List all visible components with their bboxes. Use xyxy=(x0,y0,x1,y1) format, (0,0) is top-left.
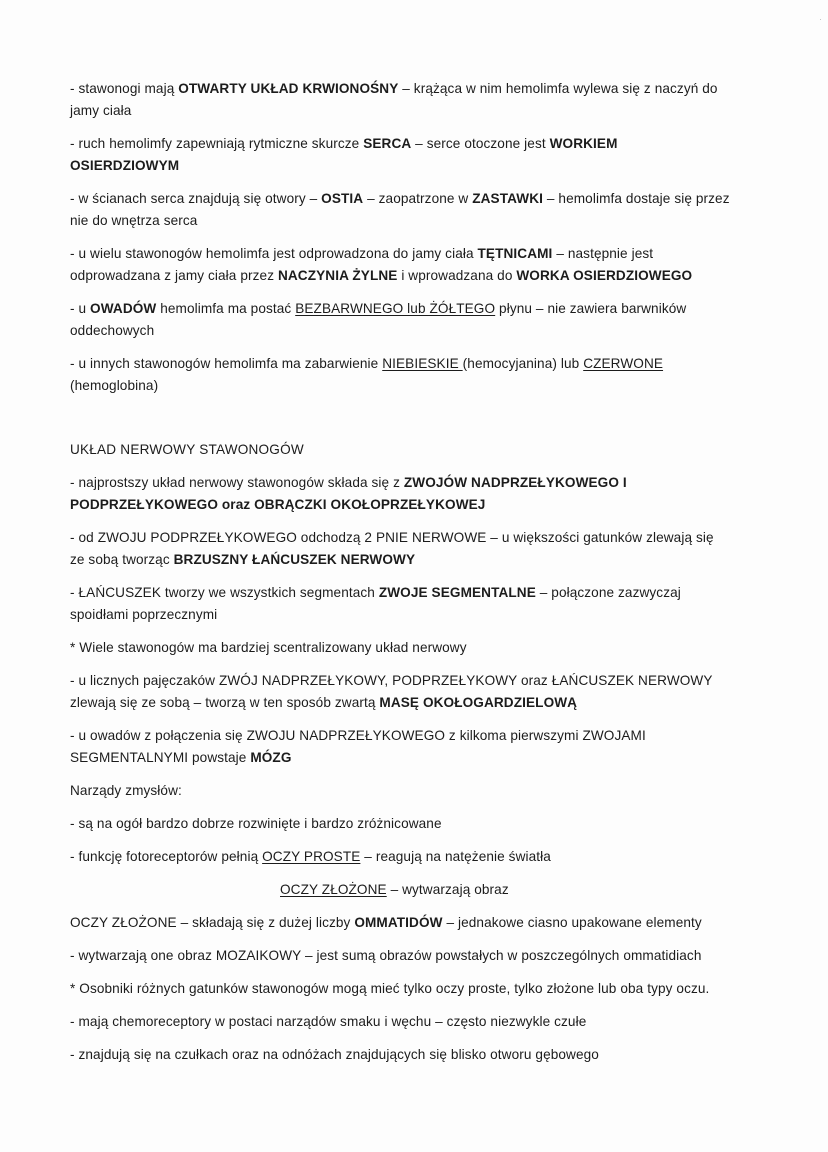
underlined-term: BEZBARWNEGO lub ŻÓŁTEGO xyxy=(295,301,496,316)
paragraph xyxy=(70,353,730,397)
text-segment: - u innych stawonogów hemolimfa ma zabarwienie xyxy=(70,356,383,371)
text-segment: - u wielu stawonogów hemolimfa jest odprowadzona do jamy ciała xyxy=(70,246,478,261)
bold-term: TĘTNICAMI xyxy=(477,246,553,261)
bold-term: WORKA OSIERDZIOWEGO xyxy=(516,268,693,283)
text-segment: - wytwarzają one obraz MOZAIKOWY – jest sumą obrazów powstałych w poszczególnych ommatidiach xyxy=(70,948,702,963)
text-segment: hemolimfa ma postać xyxy=(156,301,296,316)
bold-term: ZWOJE SEGMENTALNE xyxy=(378,585,536,600)
underlined-term: NIEBIESKIE xyxy=(382,356,463,371)
paragraph xyxy=(70,912,730,934)
text-segment: - w ścianach serca znajdują się otwory – xyxy=(70,191,322,206)
text-segment: płynu – nie zawiera barwników oddechowych xyxy=(70,301,687,338)
text-segment: – reagują na natężenie światła xyxy=(360,849,551,864)
bold-term: OTWARTY UKŁAD KRWIONOŚNY xyxy=(178,81,399,96)
bold-term: NACZYNIA ŻYLNE xyxy=(277,268,398,283)
text-segment: - u xyxy=(70,301,91,316)
text-segment: - ruch hemolimfy zapewniają rytmiczne skurcze xyxy=(70,136,364,151)
text-segment: (hemoglobina) xyxy=(70,378,159,393)
paragraph xyxy=(70,582,730,626)
text-segment: - u licznych pajęczaków ZWÓJ NADPRZEŁYKOWY, PODPRZEŁYKOWY oraz ŁAŃCUSZEK NERWOWY zlewają się ze sobą – tworzą w ten sposób zwartą xyxy=(70,673,713,710)
bold-term: MASĘ OKOŁOGARDZIELOWĄ xyxy=(379,695,578,710)
bold-term: MÓZG xyxy=(250,750,292,765)
text-segment: Narządy zmysłów: xyxy=(70,783,182,798)
underlined-term: OCZY ZŁOŻONE xyxy=(280,882,387,897)
bold-term: OWADÓW xyxy=(90,301,157,316)
text-segment: * Wiele stawonogów ma bardziej scentralizowany układ nerwowy xyxy=(70,640,467,655)
text-segment: - są na ogół bardzo dobrze rozwinięte i bardzo zróżnicowane xyxy=(70,816,442,831)
underlined-term: CZERWONE xyxy=(583,356,664,371)
bold-term: ZASTAWKI xyxy=(472,191,544,206)
paragraph xyxy=(70,243,730,287)
text-segment: - stawonogi mają xyxy=(70,81,179,96)
paragraph xyxy=(70,945,730,967)
text-segment: - od ZWOJU PODPRZEŁYKOWEGO odchodzą 2 PNIE NERWOWE – u większości gatunków zlewają się ze sobą tworząc xyxy=(70,530,714,567)
paragraph xyxy=(70,439,730,461)
text-segment: - u owadów z połączenia się ZWOJU NADPRZEŁYKOWEGO z kilkoma pierwszymi ZWOJAMI SEGMENTALNYMI powstaje xyxy=(70,728,646,765)
bold-term: BRZUSZNY ŁAŃCUSZEK NERWOWY xyxy=(173,552,416,567)
paragraph xyxy=(70,188,730,232)
bold-term: OMMATIDÓW xyxy=(354,915,443,930)
text-segment: – serce otoczone jest xyxy=(411,136,550,151)
text-segment: - najprostszy układ nerwowy stawonogów składa się z xyxy=(70,475,404,490)
paragraph xyxy=(70,1011,730,1033)
paragraph xyxy=(70,725,730,769)
text-segment: * Osobniki różnych gatunków stawonogów mogą mieć tylko oczy proste, tylko złożone lub oba typy oczu. xyxy=(70,981,710,996)
paragraph xyxy=(70,978,730,1000)
document-body xyxy=(70,78,730,1077)
text-segment: - mają chemoreceptory w postaci narządów smaku i węchu – często niezwykle czułe xyxy=(70,1014,587,1029)
text-segment: – wytwarzają obraz xyxy=(386,882,509,897)
text-segment: - funkcję fotoreceptorów pełnią xyxy=(70,849,263,864)
text-segment: OCZY ZŁOŻONE – składają się z dużej liczby xyxy=(70,915,355,930)
paragraph xyxy=(70,813,730,835)
text-segment: – hemolimfa dostaje się przez nie do wnętrza serca xyxy=(70,191,730,228)
paragraph xyxy=(70,527,730,571)
text-segment: i wprowadzana do xyxy=(397,268,517,283)
underlined-term: OCZY PROSTE xyxy=(262,849,361,864)
text-segment: – jednakowe ciasno upakowane elementy xyxy=(442,915,702,930)
paragraph xyxy=(70,670,730,714)
paragraph xyxy=(70,133,730,177)
text-segment: – krążąca w nim hemolimfa wylewa się z naczyń do jamy ciała xyxy=(70,81,718,118)
bold-term: WORKIEM OSIERDZIOWYM xyxy=(70,136,618,173)
text-segment: - ŁAŃCUSZEK tworzy we wszystkich segmentach xyxy=(70,585,379,600)
text-segment: UKŁAD NERWOWY STAWONOGÓW xyxy=(70,442,304,457)
paragraph xyxy=(70,78,730,122)
paragraph xyxy=(70,879,730,901)
bold-term: OSTIA xyxy=(321,191,364,206)
paragraph xyxy=(70,846,730,868)
paragraph xyxy=(70,1044,730,1066)
paragraph xyxy=(70,298,730,342)
paragraph xyxy=(70,780,730,802)
text-segment: – następnie jest odprowadzana z jamy ciała przez xyxy=(70,246,654,283)
scan-corner-mark: · xyxy=(819,14,822,24)
text-segment: – połączone zazwyczaj spoidłami poprzecznymi xyxy=(70,585,681,622)
paragraph xyxy=(70,637,730,659)
paragraph xyxy=(70,472,730,516)
bold-term: SERCA xyxy=(363,136,412,151)
text-segment: (hemocyjanina) lub xyxy=(462,356,584,371)
text-segment: – zaopatrzone w xyxy=(363,191,473,206)
text-segment: - znajdują się na czułkach oraz na odnóżach znajdujących się blisko otworu gębowego xyxy=(70,1047,599,1062)
bold-term: ZWOJÓW NADPRZEŁYKOWEGO I PODPRZEŁYKOWEGO oraz OBRĄCZKI OKOŁOPRZEŁYKOWEJ xyxy=(70,475,627,512)
